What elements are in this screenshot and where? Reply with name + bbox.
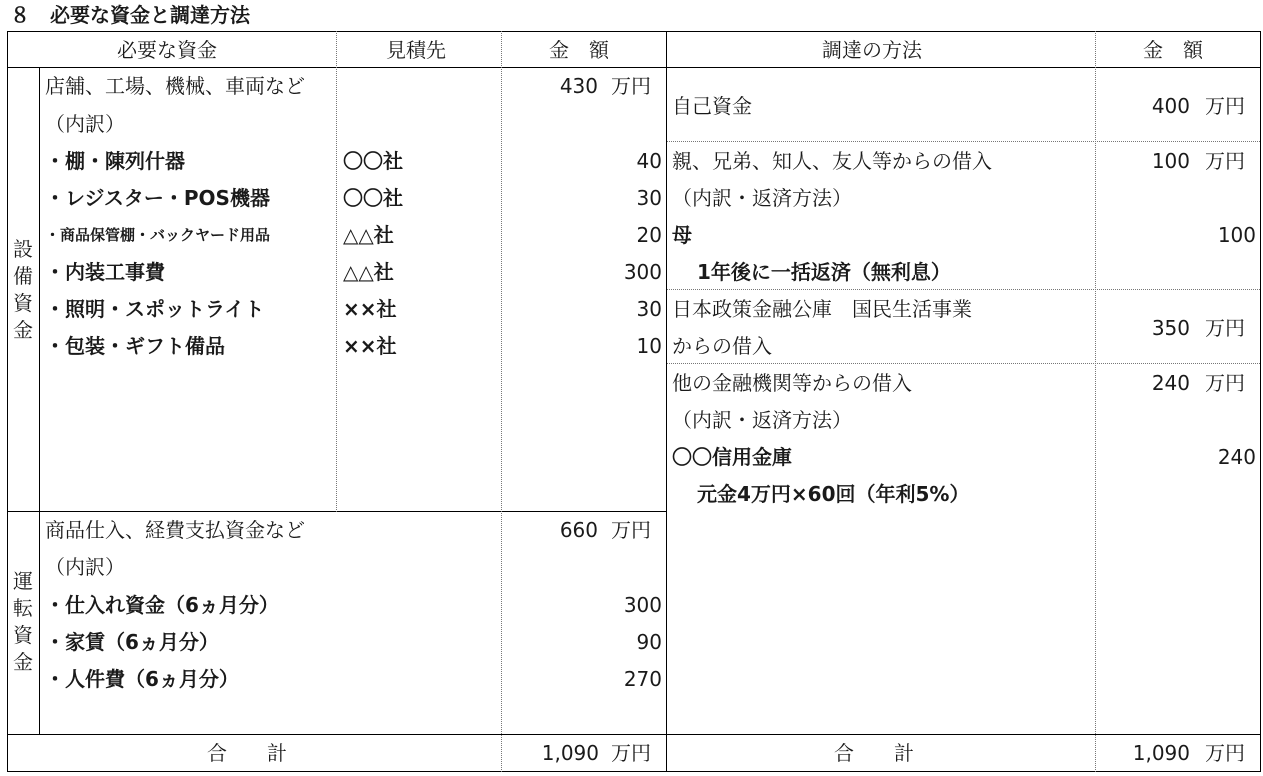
equipment-item-vendor: △△社 [343,223,394,247]
operating-item-amount: 300 [623,593,662,617]
header-amount-right: 金 額 [1143,38,1203,62]
family-loan-label: 親、兄弟、知人、友人等からの借入 [672,149,992,173]
operating-total: 660 [559,518,598,542]
equipment-item-label: ・内装工事費 [45,260,165,284]
estimate-column-divider [336,31,337,512]
equipment-item-label: ・照明・スポットライト [45,297,265,321]
other-loan-amount: 240 [1151,371,1190,395]
other-lender: 〇〇信用金庫 [672,445,792,469]
equipment-item-amount: 20 [636,223,662,247]
equipment-item-vendor: ××社 [343,334,397,358]
jfc-loan-label-1: 日本政策金融公庫 国民生活事業 [672,297,972,321]
header-method: 調達の方法 [822,38,922,62]
family-loan-amount: 100 [1151,149,1190,173]
funding-divider-1 [667,141,1260,142]
family-loan-unit: 万円 [1205,149,1245,173]
side-label-operating: 運転資金 [13,569,33,674]
header-bottom-border [7,67,1261,68]
amount-column-divider-left [501,31,502,772]
operating-breakdown-label: （内訳） [45,555,125,579]
operating-item-label: ・家賃（6ヵ月分） [45,630,219,654]
operating-item-amount: 90 [636,630,662,654]
header-needed: 必要な資金 [117,38,217,62]
jfc-loan-unit: 万円 [1205,316,1245,340]
other-lender-amount: 240 [1217,445,1256,469]
header-amount-left: 金 額 [549,38,609,62]
other-loan-unit: 万円 [1205,371,1245,395]
side-label-equipment: 設備資金 [13,237,33,342]
jfc-loan-amount: 350 [1151,316,1190,340]
equipment-item-vendor: ××社 [343,297,397,321]
operating-item-label: ・仕入れ資金（6ヵ月分） [45,593,279,617]
equipment-item-amount: 30 [636,186,662,210]
table-left-border [7,31,8,772]
family-lender-amount: 100 [1217,223,1256,247]
header-estimate: 見積先 [386,38,446,62]
equipment-title: 店舗、工場、機械、車両など [45,74,305,98]
other-loan-breakdown: （内訳・返済方法） [672,408,852,432]
own-funds-unit: 万円 [1205,94,1245,118]
operating-total-unit: 万円 [611,518,651,542]
table-right-border [1260,31,1261,772]
operating-item-amount: 270 [623,667,662,691]
equipment-total: 430 [559,74,598,98]
funding-divider-3 [667,363,1260,364]
equipment-item-label: ・レジスター・POS機器 [45,186,270,210]
equipment-item-amount: 10 [636,334,662,358]
table-bottom-border [7,771,1261,772]
amount-column-divider-right [1095,31,1096,772]
operating-title: 商品仕入、経費支払資金など [45,518,305,542]
jfc-loan-label-2: からの借入 [672,334,772,358]
funding-divider-2 [667,289,1260,290]
equipment-item-label: ・商品保管棚・バックヤード用品 [45,226,271,244]
other-loan-label: 他の金融機関等からの借入 [672,371,912,395]
equipment-total-unit: 万円 [611,74,651,98]
equipment-item-vendor: 〇〇社 [343,186,403,210]
equipment-item-label: ・包装・ギフト備品 [45,334,225,358]
totals-top-border [7,734,1261,735]
other-repay: 元金4万円×60回（年利5%） [697,482,970,506]
own-funds-label: 自己資金 [672,94,752,118]
total-amount-left: 1,090 [541,741,599,765]
operating-item-label: ・人件費（6ヵ月分） [45,667,239,691]
equipment-breakdown-label: （内訳） [45,112,125,136]
family-lender: 母 [672,223,692,247]
equipment-item-vendor: △△社 [343,260,394,284]
side-label-border [39,67,40,735]
total-label-right: 合 計 [834,741,914,765]
center-divider [666,31,667,772]
family-loan-breakdown: （内訳・返済方法） [672,186,852,210]
equipment-operating-divider [7,511,667,512]
equipment-item-amount: 300 [623,260,662,284]
section-title: ８ 必要な資金と調達方法 [10,3,250,27]
equipment-item-amount: 30 [636,297,662,321]
equipment-item-label: ・棚・陳列什器 [45,149,185,173]
total-amount-right: 1,090 [1132,741,1190,765]
equipment-item-amount: 40 [636,149,662,173]
total-unit-right: 万円 [1205,741,1245,765]
family-repay: 1年後に一括返済（無利息） [697,260,951,284]
equipment-item-vendor: 〇〇社 [343,149,403,173]
total-label-left: 合 計 [207,741,287,765]
total-unit-left: 万円 [611,741,651,765]
own-funds-amount: 400 [1151,94,1190,118]
table-top-border [7,31,1261,32]
